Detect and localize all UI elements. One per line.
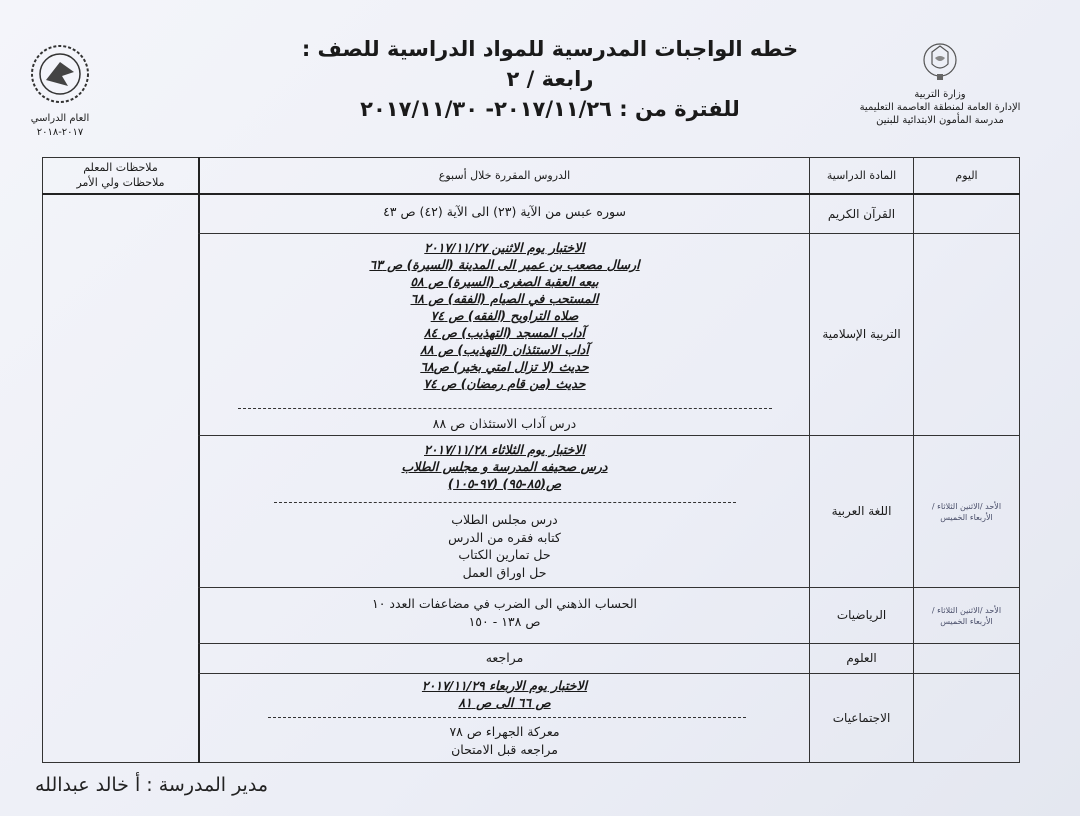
lesson-line: درس صحيفه المدرسة و مجلس الطلاب xyxy=(401,459,608,474)
principal-signature: مدير المدرسة : أ خالد عبدالله xyxy=(35,774,268,796)
lesson-line: ارسال مصعب بن عمير الى المدينة (السيرة) ص ٦٣ xyxy=(369,257,640,272)
ministry-emblem-icon xyxy=(920,38,960,84)
lesson-line: آداب المسجد (التهذيب) ص ٨٤ xyxy=(423,325,586,340)
lesson-line: الحساب الذهني الى الضرب في مضاعفات العدد ١٠ xyxy=(372,596,637,611)
header-day: اليوم xyxy=(955,168,978,182)
subject-social: الاجتماعيات xyxy=(832,710,891,725)
header-notes xyxy=(43,157,198,193)
subject-quran: القرآن الكريم xyxy=(827,206,896,221)
lesson-line: الاختبار يوم الاثنين ٢٠١٧/١١/٢٧ xyxy=(424,240,585,255)
lessons-arabic xyxy=(200,441,809,492)
class-name: رابعة / ٢ xyxy=(506,67,594,91)
homework-table xyxy=(42,157,1020,763)
lessons-social xyxy=(200,677,809,711)
school-year-block xyxy=(10,42,110,140)
lessons-math xyxy=(200,595,809,630)
school-year-label: العام الدراسي xyxy=(30,113,90,124)
lesson-line: كتابه فقره من الدرس xyxy=(448,529,561,545)
period-range: للفترة من : ٢٠١٧/١١/٢٦- ٢٠١٧/١١/٣٠ xyxy=(360,97,740,121)
school-year-value: ٢٠١٧-٢٠١٨ xyxy=(36,127,84,138)
lesson-line: ص ٦٦ الى ص ٨١ xyxy=(458,695,551,710)
header-notes-teacher: ملاحظات المعلم xyxy=(83,161,158,174)
title-line-1: خطه الواجبات المدرسية للمواد الدراسية للصف : xyxy=(301,37,799,61)
table-border-left xyxy=(42,157,43,763)
days-math: الأحد /الاثنين الثلاثاء /الأربعاء الخميس xyxy=(931,605,1002,626)
lessons-social-homework xyxy=(200,723,809,758)
lesson-line: بيعه العقبة الصغرى (السيرة) ص ٥٨ xyxy=(410,274,599,289)
lesson-line: ص(٨٥-٩٥) (٩٧-١٠٥) xyxy=(447,476,562,491)
ministry-name: وزارة التربية xyxy=(914,89,966,100)
school-name: مدرسة المأمون الابتدائية للبنين xyxy=(876,115,1004,126)
lesson-line: معركة الجهراء ص ٧٨ xyxy=(449,724,560,739)
lesson-line: مراجعه xyxy=(485,650,524,665)
subject-math: الرياضيات xyxy=(836,608,887,622)
subject-arabic: اللغة العربية xyxy=(831,504,892,518)
lessons-islamic-homework xyxy=(200,415,809,433)
lessons-islamic xyxy=(200,239,809,392)
lessons-science xyxy=(200,649,809,667)
lesson-line: الاختبار يوم الاربعاء ٢٠١٧/١١/٢٩ xyxy=(421,678,588,693)
lesson-line: حديث (لا تزال امتي بخير) ص٦٨ xyxy=(420,359,589,374)
table-border-bottom xyxy=(42,762,1020,763)
lesson-line: سوره عبس من الآية (٢٣) الى الآية (٤٢) ص ٤٣ xyxy=(383,204,626,219)
lessons-quran xyxy=(200,203,809,221)
lesson-line: الاختبار يوم الثلاثاء ٢٠١٧/١١/٢٨ xyxy=(424,442,585,457)
school-emblem-icon xyxy=(28,42,92,106)
lesson-line: المستحب في الصيام (الفقه) ص ٦٨ xyxy=(410,291,599,306)
lessons-arabic-homework xyxy=(200,511,809,581)
lesson-line: حديث (من قام رمضان) ص ٧٤ xyxy=(423,376,586,391)
ministry-header xyxy=(840,38,1040,127)
lesson-line: ص ١٣٨ - ١٥٠ xyxy=(468,613,541,629)
header-subject: المادة الدراسية xyxy=(826,168,897,182)
header-notes-parent: ملاحظات ولي الأمر xyxy=(76,176,165,189)
dashed-separator xyxy=(238,408,772,409)
days-arabic: الأحد /الاثنين الثلاثاء /الأربعاء الخميس xyxy=(931,501,1002,522)
subject-islamic: التربية الإسلامية xyxy=(822,327,901,341)
page-title xyxy=(300,34,800,124)
lesson-line: آداب الاستئذان (التهذيب) ص ٨٨ xyxy=(420,342,589,357)
subject-science: العلوم xyxy=(846,651,877,665)
dashed-separator xyxy=(268,717,746,718)
lesson-line: درس آداب الاستئذان ص ٨٨ xyxy=(432,416,577,431)
lesson-line: درس مجلس الطلاب xyxy=(451,512,558,527)
header-lessons: الدروس المقررة خلال أسبوع xyxy=(438,168,571,182)
dashed-separator xyxy=(274,502,736,503)
lesson-line: صلاه التراويح (الفقه) ص ٧٤ xyxy=(430,308,579,323)
lesson-line: حل تمارين الكتاب xyxy=(458,547,551,562)
lesson-line: حل اوراق العمل xyxy=(462,564,547,580)
lesson-line: مراجعه قبل الامتحان xyxy=(451,741,558,757)
directorate-name: الإدارة العامة لمنطقة العاصمة التعليمية xyxy=(859,102,1021,113)
